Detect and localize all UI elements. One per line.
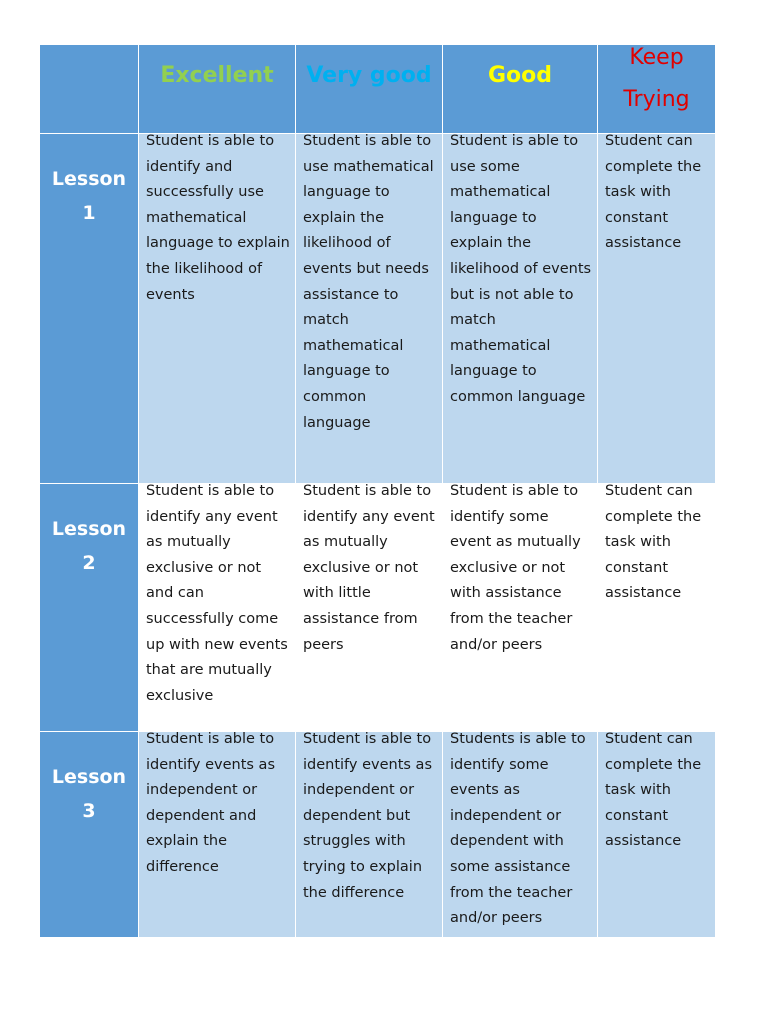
table-row-lesson-1: [40, 134, 716, 484]
cell-excellent: Student is able to identify any event as mutually exclusive or not and can successfully come up with new events that are mutually exclusive: [139, 484, 296, 732]
cell-excellent: Student is able to identify and successfully use mathematical language to explain the likelihood of events: [139, 134, 296, 484]
header-label: Excellent: [160, 63, 274, 88]
cell-keep-trying: Student can complete the task with constant assistance: [598, 134, 716, 484]
lesson-label: Lesson: [51, 168, 127, 190]
row-header-lesson-3: [40, 732, 139, 938]
cell-good: Students is able to identify some events as independent or dependent with some assistance from the teacher and/or peers: [443, 732, 598, 938]
header-label: Keep Trying: [623, 45, 690, 112]
cell-keep-trying: Student can complete the task with constant assistance: [598, 732, 716, 938]
cell-good: Student is able to identify some event as mutually exclusive or not with assistance from the teacher and/or peers: [443, 484, 598, 732]
header-row: [40, 45, 716, 134]
row-header-lesson-2: [40, 484, 139, 732]
cell-excellent: Student is able to identify events as independent or dependent and explain the difference: [139, 732, 296, 938]
cell-very-good: Student is able to use mathematical language to explain the likelihood of events but needs assistance to match mathematical language to common language: [296, 134, 443, 484]
header-very-good: [296, 45, 443, 134]
header-label: Good: [487, 63, 553, 88]
cell-keep-trying: Student can complete the task with constant assistance: [598, 484, 716, 732]
rubric-table: [39, 44, 716, 938]
cell-very-good: Student is able to identify any event as mutually exclusive or not with little assistance from peers: [296, 484, 443, 732]
cell-good: Student is able to use some mathematical language to explain the likelihood of events but is not able to match mathematical language to common language: [443, 134, 598, 484]
header-good: [443, 45, 598, 134]
lesson-number: 2: [82, 552, 96, 574]
lesson-label: Lesson: [51, 518, 127, 540]
header-excellent: [139, 45, 296, 134]
table-row-lesson-3: [40, 732, 716, 938]
lesson-number: 1: [82, 202, 96, 224]
header-keep-trying: [598, 45, 716, 134]
cell-very-good: Student is able to identify events as independent or dependent but struggles with trying to explain the difference: [296, 732, 443, 938]
lesson-label: Lesson: [51, 766, 127, 788]
header-label: Very good: [306, 63, 432, 88]
corner-cell: [40, 45, 139, 134]
table-row-lesson-2: [40, 484, 716, 732]
row-header-lesson-1: [40, 134, 139, 484]
lesson-number: 3: [82, 800, 96, 822]
